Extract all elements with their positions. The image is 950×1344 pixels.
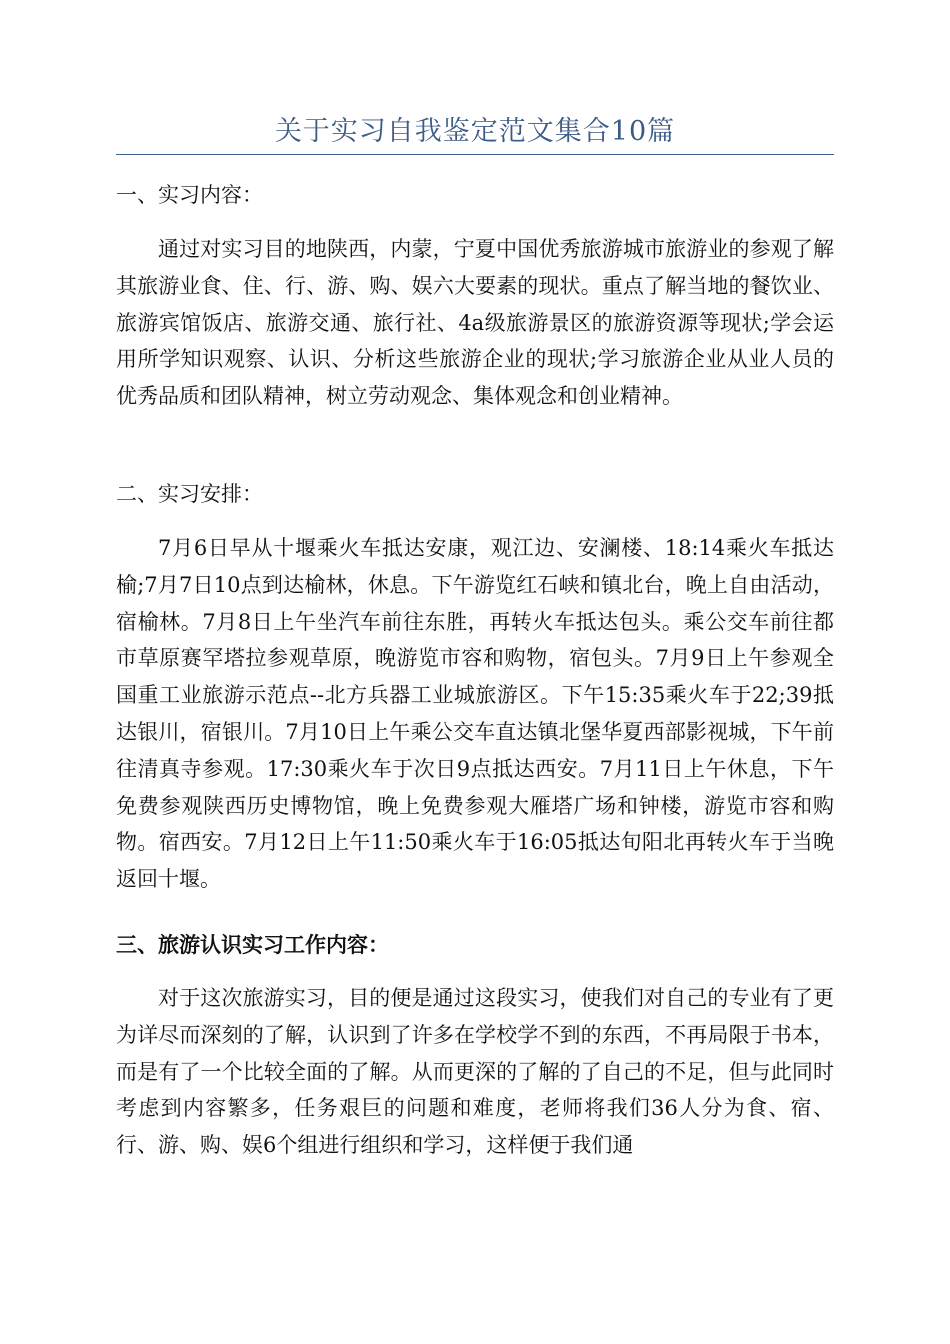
section-heading-content: 一、实习内容： <box>116 183 263 207</box>
section-paragraph-content: 通过对实习目的地陕西，内蒙，宁夏中国优秀旅游城市旅游业的参观了解其旅游业食、住、行、游、购、娱六大要素的现状。重点了解当地的餐饮业、旅游宾馆饭店、旅游交通、旅行社、4a级旅游景区的旅游资源等现状;学会运用所学知识观察、认识、分析这些旅游企业的现状;学习旅游企业从业人员的优秀品质和团队精神，树立劳动观念、集体观念和创业精神。 <box>116 237 834 409</box>
section-paragraph-work: 对于这次旅游实习，目的便是通过这段实习，使我们对自己的专业有了更为详尽而深刻的了解，认识到了许多在学校学不到的东西，不再局限于书本，而是有了一个比较全面的了解。从而更深的了解的了自己的不足，但与此同时考虑到内容繁多，任务艰巨的问题和难度，老师将我们36人分为食、宿、行、游、购、娱6个组进行组织和学习，这样便于我们通 <box>116 986 834 1158</box>
document-title: 关于实习自我鉴定范文集合10篇 <box>274 116 676 147</box>
section-heading-work: 三、旅游认识实习工作内容： <box>116 933 389 957</box>
section-paragraph-schedule: 7月6日早从十堰乘火车抵达安康，观江边、安澜楼、18:14乘火车抵达榆;7月7日10点到达榆林，休息。下午游览红石峡和镇北台，晚上自由活动，宿榆林。7月8日上午坐汽车前往东胜，再转火车抵达包头。乘公交车前往都市草原赛罕塔拉参观草原，晚游览市容和购物，宿包头。7月9日上午参观全国重工业旅游示范点--北方兵器工业城旅游区。下午15:35乘火车于22;39抵达银川，宿银川。7月10日上午乘公交车直达镇北堡华夏西部影视城，下午前往清真寺参观。17:30乘火车于次日9点抵达西安。7月11日上午休息，下午免费参观陕西历史博物馆，晚上免费参观大雁塔广场和钟楼，游览市容和购物。宿西安。7月12日上午11:50乘火车于16:05抵达旬阳北再转火车于当晚返回十堰。 <box>116 536 834 892</box>
title-underline <box>116 154 834 155</box>
section-heading-schedule: 二、实习安排： <box>116 482 263 506</box>
